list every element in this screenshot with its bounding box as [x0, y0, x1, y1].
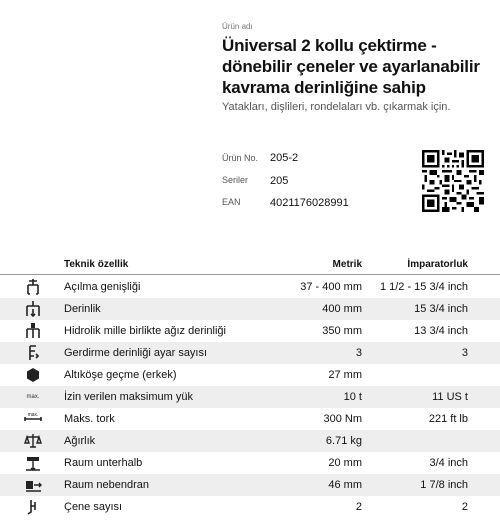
row-imperial: 3/4 inch [429, 457, 468, 469]
row-label: Çene sayısı [64, 501, 123, 513]
row-metric: 400 mm [322, 303, 362, 315]
table-row [0, 452, 500, 474]
hex-drive-icon [22, 364, 44, 386]
product-name-label: Ürün adı [222, 22, 253, 31]
row-label: Hidrolik mille birlikte ağız derinliği [64, 325, 226, 337]
table-row [0, 474, 500, 496]
hydraulic-depth-icon [22, 320, 44, 342]
table-row [0, 430, 500, 452]
depth-icon [22, 298, 44, 320]
clearance-side-icon [22, 474, 44, 496]
table-row [0, 298, 500, 320]
row-label: Ağırlık [64, 435, 96, 447]
row-imperial: 11 US t [432, 391, 468, 403]
row-imperial: 13 3/4 inch [414, 325, 468, 337]
weight-icon [22, 430, 44, 452]
product-no-value: 205-2 [270, 152, 299, 164]
row-metric: 6.71 kg [325, 435, 362, 447]
series-value: 205 [270, 175, 289, 187]
row-metric: 20 mm [328, 457, 362, 469]
product-no-label: Ürün No. [222, 153, 259, 163]
table-row [0, 364, 500, 386]
row-imperial: 221 ft lb [428, 413, 468, 425]
table-row [0, 386, 500, 408]
row-label: Raum nebendran [64, 479, 150, 491]
row-metric: 46 mm [328, 479, 362, 491]
row-metric: 27 mm [328, 369, 362, 381]
col-header-imperial: İmparatorluk [407, 259, 468, 270]
row-label: Gerdirme derinliği ayar sayısı [64, 347, 208, 359]
row-label: Altıköşe geçme (erkek) [64, 369, 177, 381]
table-row [0, 496, 500, 518]
row-label: Raum unterhalb [64, 457, 143, 469]
row-imperial: 1 1/2 - 15 3/4 inch [379, 281, 468, 293]
col-header-metric: Metrik [332, 259, 362, 270]
jaw-count-icon [22, 496, 44, 518]
row-metric: 300 Nm [323, 413, 362, 425]
table-row [0, 320, 500, 342]
row-label: Maks. tork [64, 413, 115, 425]
opening-width-icon [22, 276, 44, 298]
row-metric: 37 - 400 mm [300, 281, 362, 293]
row-imperial: 1 7/8 inch [420, 479, 468, 491]
row-label: İzin verilen maksimum yük [64, 391, 193, 403]
col-header-feature: Teknik özellik [64, 259, 129, 270]
max-torque-icon [22, 408, 44, 430]
svg-text:max.: max. [27, 412, 39, 418]
row-metric: 3 [355, 347, 362, 359]
row-imperial: 2 [461, 501, 468, 513]
table-row [0, 276, 500, 298]
table-row [0, 342, 500, 364]
row-label: Açılma genişliği [64, 281, 141, 293]
row-metric: 350 mm [322, 325, 362, 337]
product-subtitle: Yatakları, dişlileri, rondelaları vb. çıkarmak için. [222, 101, 451, 113]
header-divider [0, 274, 500, 275]
product-title: Üniversal 2 kollu çektirme - dönebilir çeneler ve ayarlanabilir kavrama derinliğine sahip [222, 36, 480, 97]
max-load-icon [22, 386, 44, 408]
series-label: Seriler [222, 175, 249, 185]
ean-label: EAN [222, 197, 241, 207]
qr-code [422, 150, 484, 212]
row-label: Derinlik [64, 303, 101, 315]
clearance-below-icon [22, 452, 44, 474]
row-imperial: 3 [461, 347, 468, 359]
table-row [0, 408, 500, 430]
row-metric: 2 [355, 501, 362, 513]
max-load-icon-text: max. [26, 394, 40, 400]
row-imperial: 15 3/4 inch [414, 303, 468, 315]
row-metric: 10 t [343, 391, 362, 403]
ean-value: 4021176028991 [270, 197, 349, 209]
depth-adjust-icon [22, 342, 44, 364]
